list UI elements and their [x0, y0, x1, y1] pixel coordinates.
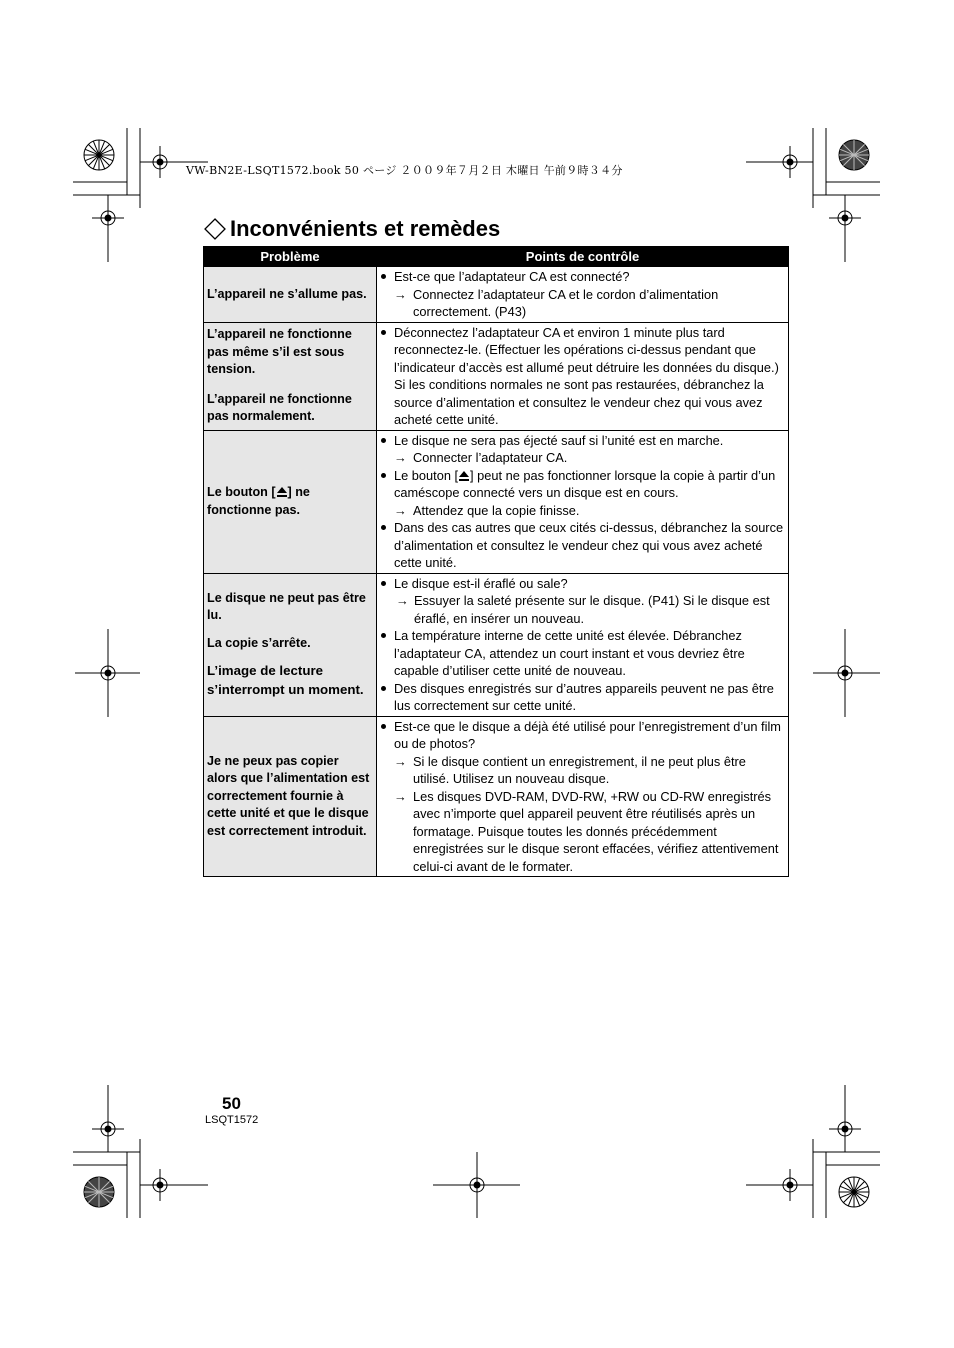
problem-text: Le disque ne peut pas être lu.: [207, 590, 366, 623]
problem-text: L’appareil ne s’allume pas.: [207, 286, 367, 301]
problem-text: Le bouton [ ] ne fonctionne pas.: [207, 485, 310, 517]
problem-text: La copie s’arrête.: [207, 635, 311, 650]
problem-text: L’image de lecture s’interrompt un moment.: [207, 663, 364, 697]
arrow-icon: →: [394, 753, 407, 769]
check-item: Le bouton [ ] peut ne pas fonctionner lorsque la copie à partir d’un caméscope connecté vers un disque est en cours.: [379, 467, 784, 502]
arrow-icon: →: [396, 593, 409, 608]
arrow-icon: →: [394, 450, 407, 465]
problem-text: L’appareil ne fonctionne pas normalement.: [207, 391, 352, 424]
check-item: Le disque ne sera pas éjecté sauf si l’unité est en marche.: [379, 432, 784, 450]
check-item: Des disques enregistrés sur d’autres appareils peuvent ne pas être lus correctement sur cette unité.: [379, 680, 784, 715]
check-subitem: → Si le disque contient un enregistrement, il ne peut plus être utilisé. Utilisez un nouveau disque.: [394, 753, 746, 786]
page-number: 50: [222, 1094, 241, 1113]
problem-text: Je ne peux pas copier alors que l’alimentation est correctement fournie à cette unité et que le disque est correctement introduit.: [207, 753, 370, 838]
check-subitem: → Les disques DVD-RAM, DVD-RW, +RW ou CD-RW enregistrés avec n’importe quel appareil peuvent être réutilisés après un formatage. Puisque toutes les donnés précédemment enregistrées sur le disque seront effacées, vérifiez attentivement celui-ci avant de le formater.: [394, 788, 779, 874]
check-subitem: → Connectez l’adaptateur CA et le cordon d’alimentation correctement. (P43): [394, 286, 719, 319]
print-header: VW-BN2E-LSQT1572.book 50 ページ ２００９年７月２日 木曜日 午前９時３４分: [186, 164, 623, 177]
page-code: LSQT1572: [205, 1114, 259, 1126]
check-item: Déconnectez l’adaptateur CA et environ 1 minute plus tard reconnectez-le. (Effectuer les opérations ci-dessus pendant que l’indicateur d’accès est allumé peut détruire les données du disque.) Si les conditions normales ne sont pas restaurées, débranchez la source d’alimentation et consultez le vendeur chez qui vous avez acheté cette unité.: [379, 324, 784, 429]
column-header-check: Points de contrôle: [377, 247, 789, 267]
column-header-problem: Problème: [204, 247, 377, 267]
check-item: Dans des cas autres que ceux cités ci-dessus, débranchez la source d’alimentation et consultez le vendeur chez qui vous avez acheté cette unité.: [379, 519, 784, 572]
problem-text: L’appareil ne fonctionne pas même s’il est sous tension.: [207, 327, 352, 377]
check-item: Le disque est-il éraflé ou sale?: [379, 575, 784, 593]
check-subitem: → Connecter l’adaptateur CA.: [394, 450, 568, 465]
check-subitem: → Attendez que la copie finisse.: [394, 502, 580, 518]
check-subitem: → Essuyer la saleté présente sur le disque. (P41) Si le disque est éraflé, en insérer un nouveau.: [396, 593, 770, 626]
check-item: Est-ce que l’adaptateur CA est connecté?: [379, 268, 784, 286]
arrow-icon: →: [394, 788, 407, 804]
check-item: Est-ce que le disque a déjà été utilisé pour l’enregistrement d’un film ou de photos?: [379, 718, 784, 753]
page-title: Inconvénients et remèdes: [230, 216, 501, 241]
arrow-icon: →: [394, 286, 407, 302]
arrow-icon: →: [394, 502, 407, 518]
check-item: La température interne de cette unité est élevée. Débranchez l’adaptateur CA, attendez un court instant et vous devriez être capable d’utiliser cette unité de nouveau.: [379, 627, 784, 680]
